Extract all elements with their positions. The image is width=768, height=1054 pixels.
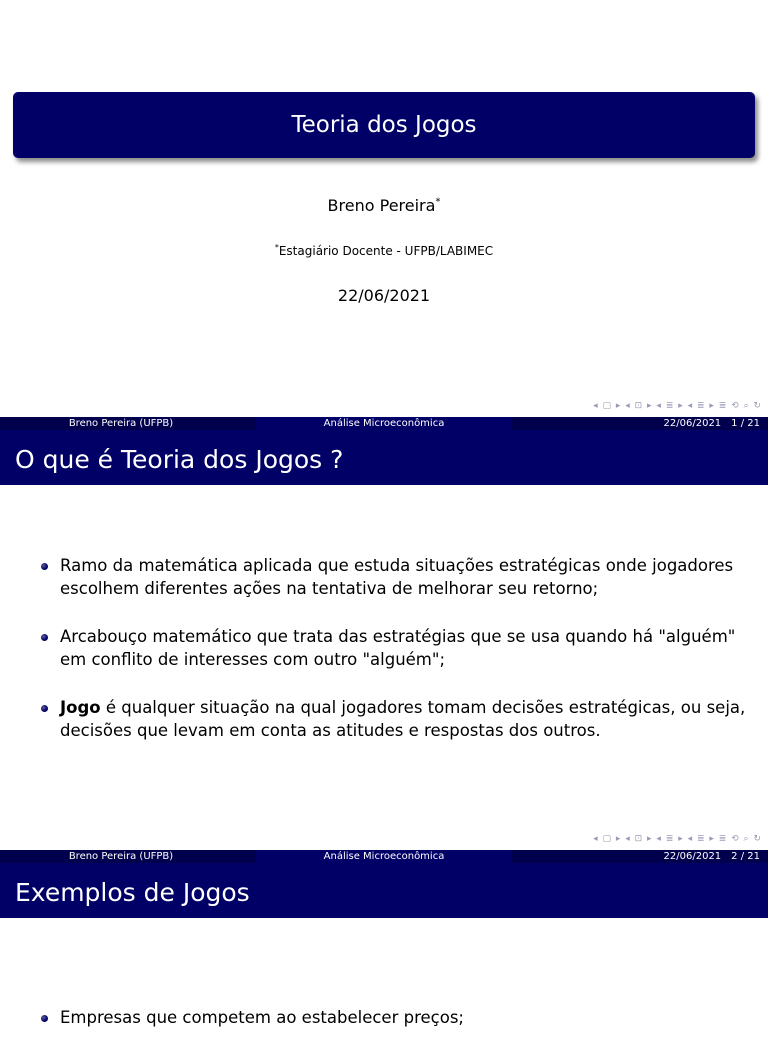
list-item: Arcabouço matemático que trata das estratégias que se usa quando há "alguém" em conflito de interesses com outro "alguém";	[40, 625, 750, 671]
footer-date: 22/06/2021	[663, 418, 722, 429]
footer-page-number: 1 / 21	[731, 418, 760, 429]
author-footnote-mark: *	[435, 196, 441, 208]
affiliation-footnote-mark: *	[274, 243, 279, 252]
bold-term: Jogo	[60, 698, 101, 717]
affiliation: Estagiário Docente - UFPB/LABIMEC	[278, 244, 494, 258]
bullet-list	[40, 554, 750, 767]
bullet-text: é qualquer situação na qual jogadores tomam decisões estratégicas, ou seja, decisões que levam em conta as atitudes e respostas dos outros.	[60, 698, 746, 740]
beamer-navigation-icons[interactable]: ◂ ▢ ▸ ◂ ⊡ ▸ ◂ ≣ ▸ ◂ ≣ ▸ ≣ ⟲ ⌕ ↻	[593, 401, 762, 411]
slide-footer	[0, 850, 768, 863]
frame-title: O que é Teoria dos Jogos ?	[0, 430, 768, 485]
list-item	[40, 696, 750, 742]
author-name: Breno Pereira	[327, 196, 436, 215]
footer-course: Análise Microeconômica	[256, 417, 512, 430]
presentation-title: Teoria dos Jogos	[291, 112, 477, 138]
footer-author: Breno Pereira (UFPB)	[0, 850, 256, 863]
footer-author: Breno Pereira (UFPB)	[0, 417, 256, 430]
footer-course: Análise Microeconômica	[256, 850, 512, 863]
presentation-date: 22/06/2021	[337, 286, 431, 305]
affiliation-line	[0, 243, 768, 258]
list-item: Empresas que competem ao estabelecer preços;	[40, 1006, 750, 1029]
frame-title: Exemplos de Jogos	[0, 863, 768, 918]
author-line	[0, 196, 768, 215]
footer-right	[512, 850, 768, 863]
slide-footer	[0, 417, 768, 430]
presentation-title-box	[13, 92, 755, 158]
beamer-navigation-icons[interactable]: ◂ ▢ ▸ ◂ ⊡ ▸ ◂ ≣ ▸ ◂ ≣ ▸ ≣ ⟲ ⌕ ↻	[593, 834, 762, 844]
list-item: Ramo da matemática aplicada que estuda situações estratégicas onde jogadores escolhem diferentes ações na tentativa de melhorar seu retorno;	[40, 554, 750, 600]
bullet-list	[40, 1006, 750, 1054]
footer-right	[512, 417, 768, 430]
footer-date: 22/06/2021	[663, 851, 722, 862]
footer-page-number: 2 / 21	[731, 851, 760, 862]
